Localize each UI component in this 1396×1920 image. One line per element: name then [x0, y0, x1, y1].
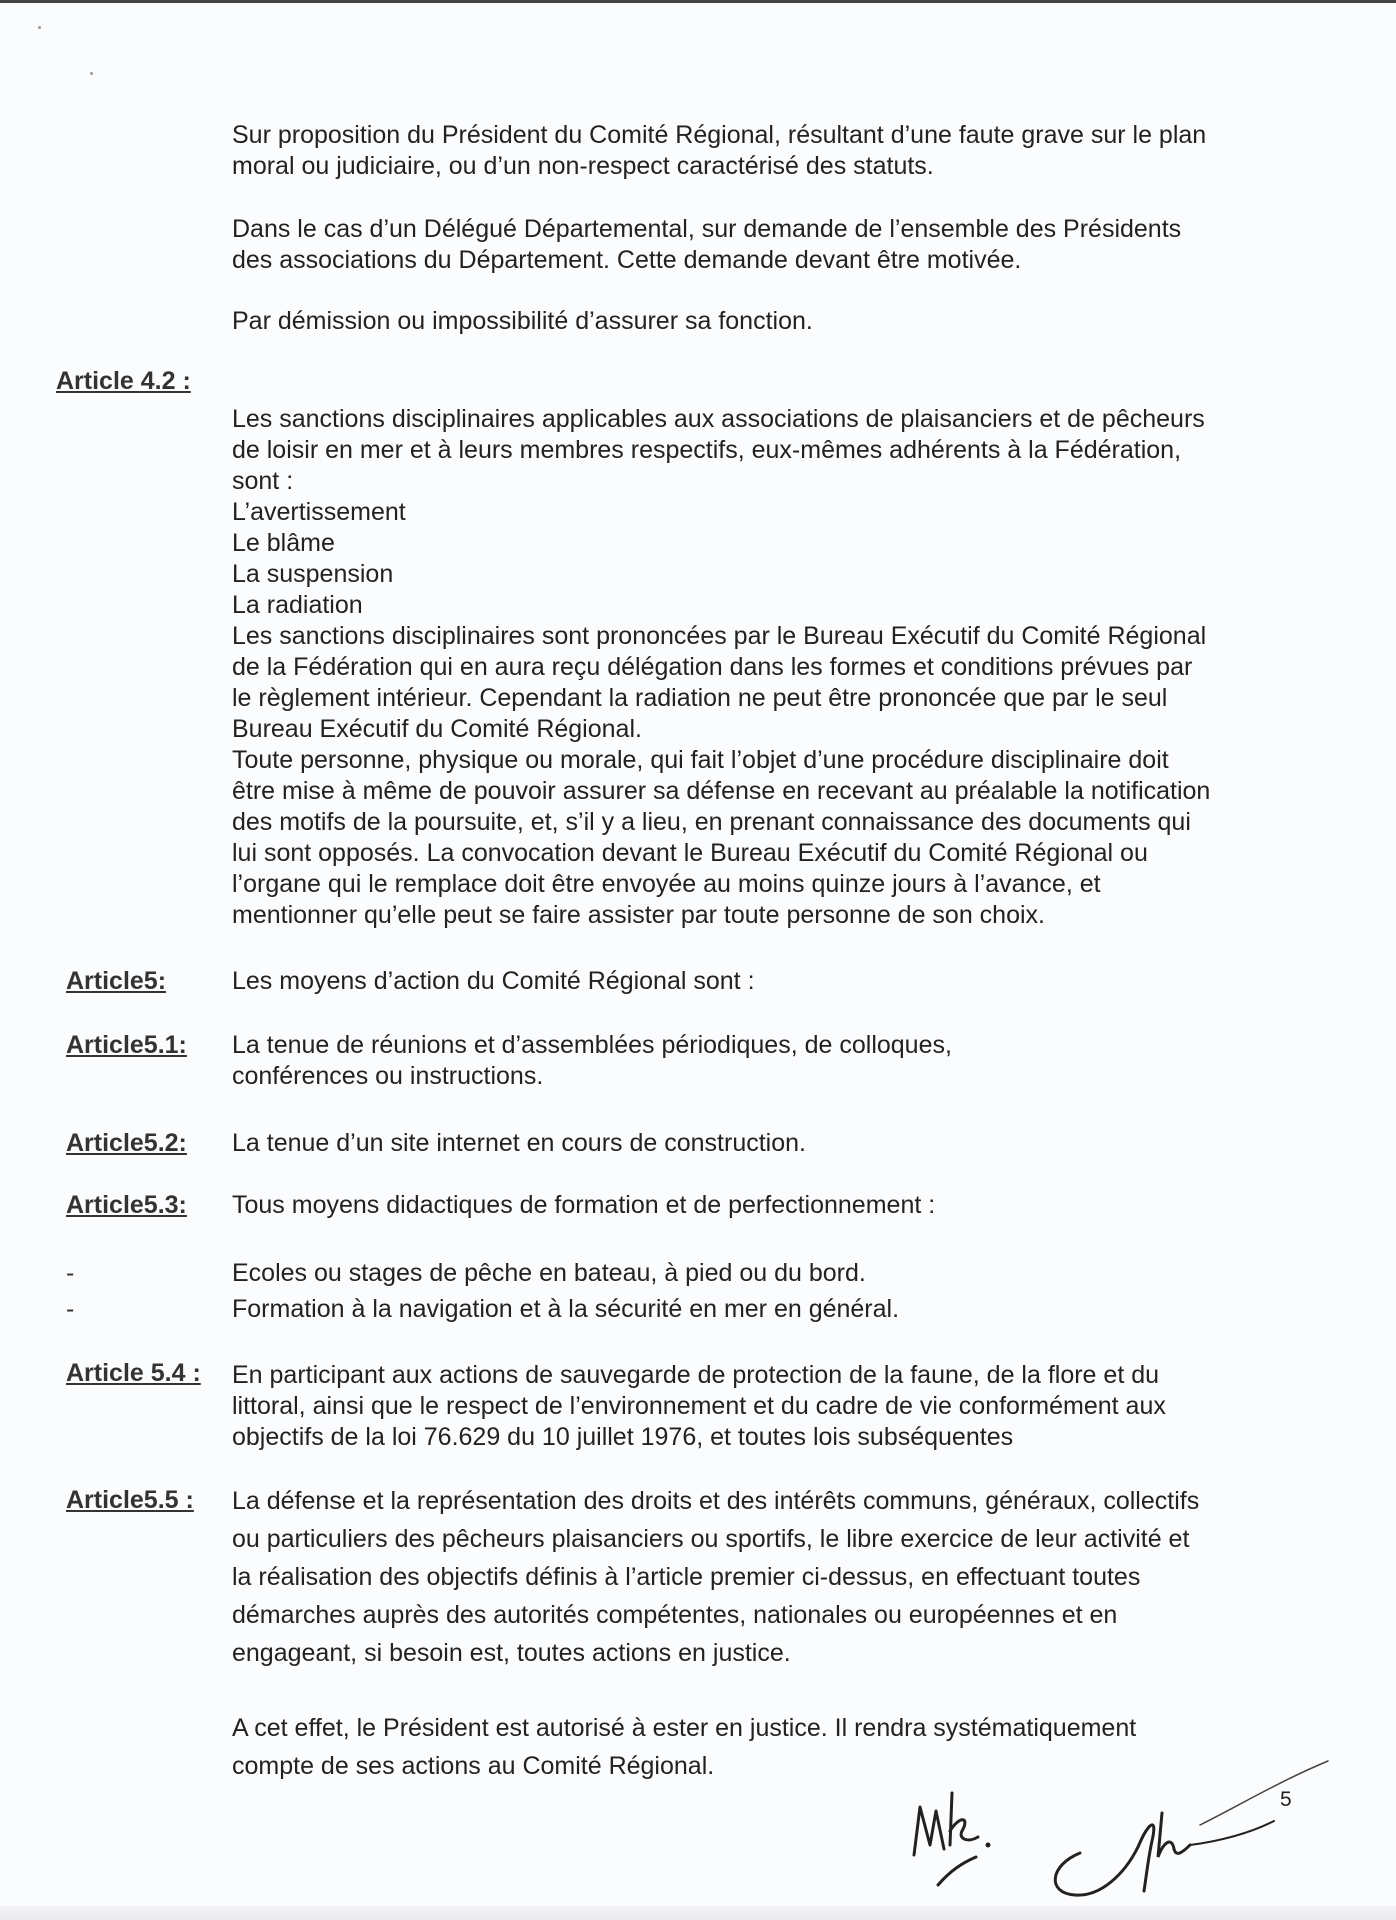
- text-line: La radiation: [232, 591, 363, 619]
- text-line: des associations du Département. Cette demande devant être motivée.: [232, 246, 1022, 274]
- text-line: Formation à la navigation et à la sécurité en mer en général.: [232, 1295, 900, 1323]
- paragraph-delegue: [232, 214, 1312, 276]
- text-line: Les sanctions disciplinaires applicables aux associations de plaisanciers et de pêcheurs: [232, 405, 1205, 433]
- text-line: de la Fédération qui en aura reçu délégation dans les formes et conditions prévues par: [232, 653, 1193, 681]
- article-4-2-label: Article 4.2 :: [56, 367, 191, 395]
- text-line: La suspension: [232, 560, 394, 588]
- article-5-5-label: Article5.5 :: [66, 1486, 194, 1514]
- text-line: lui sont opposés. La convocation devant le Bureau Exécutif du Comité Régional ou: [232, 839, 1148, 867]
- article-5-2-text: [232, 1128, 1312, 1159]
- article-4-2-text: [232, 404, 1312, 931]
- text-line: Le blâme: [232, 529, 335, 557]
- text-line: Les sanctions disciplinaires sont prononcées par le Bureau Exécutif du Comité Régional: [232, 622, 1207, 650]
- scan-speck: [90, 72, 93, 75]
- bullet-dash: -: [66, 1259, 75, 1287]
- text-line: Dans le cas d’un Délégué Départemental, sur demande de l’ensemble des Présidents: [232, 215, 1182, 243]
- text-line: ou particuliers des pêcheurs plaisanciers ou sportifs, le libre exercice de leur activité et: [232, 1525, 1190, 1553]
- text-line: des motifs de la poursuite, et, s’il y a lieu, en prenant connaissance des documents qui: [232, 808, 1191, 836]
- text-line: mentionner qu’elle peut se faire assister par toute personne de son choix.: [232, 901, 1045, 929]
- article-5-4-text: [232, 1360, 1312, 1453]
- paragraph-intro: [232, 120, 1312, 182]
- text-line: Tous moyens didactiques de formation et de perfectionnement :: [232, 1191, 936, 1219]
- bullet-item: [232, 1294, 1312, 1325]
- text-line: L’avertissement: [232, 498, 406, 526]
- text-line: conférences ou instructions.: [232, 1062, 544, 1090]
- page-number: 5: [1280, 1788, 1292, 1811]
- article-5-1-label: Article5.1:: [66, 1031, 187, 1059]
- text-line: Toute personne, physique ou morale, qui fait l’objet d’une procédure disciplinaire doit: [232, 746, 1169, 774]
- article-5-3-label: Article5.3:: [66, 1191, 187, 1219]
- handwritten-signature: [900, 1745, 1340, 1900]
- paragraph-demission: [232, 306, 1312, 337]
- scan-bottom-edge: [0, 1906, 1396, 1920]
- text-line: Par démission ou impossibilité d’assurer sa fonction.: [232, 307, 813, 335]
- article-5-text: [232, 966, 1312, 997]
- text-line: engageant, si besoin est, toutes actions en justice.: [232, 1639, 791, 1667]
- text-line: moral ou judiciaire, ou d’un non-respect caractérisé des statuts.: [232, 152, 934, 180]
- text-line: Sur proposition du Président du Comité Régional, résultant d’une faute grave sur le plan: [232, 121, 1207, 149]
- text-line: être mise à même de pouvoir assurer sa défense en recevant au préalable la notification: [232, 777, 1211, 805]
- text-line: de loisir en mer et à leurs membres respectifs, eux-mêmes adhérents à la Fédération,: [232, 436, 1182, 464]
- text-line: Les moyens d’action du Comité Régional sont :: [232, 967, 755, 995]
- text-line: la réalisation des objectifs définis à l’article premier ci-dessus, en effectuant toutes: [232, 1563, 1141, 1591]
- text-line: Ecoles ou stages de pêche en bateau, à pied ou du bord.: [232, 1259, 866, 1287]
- text-line: La tenue d’un site internet en cours de construction.: [232, 1129, 806, 1157]
- bullet-item: [232, 1258, 1312, 1289]
- text-line: La défense et la représentation des droits et des intérêts communs, généraux, collectifs: [232, 1487, 1200, 1515]
- article-5-5-text: [232, 1482, 1312, 1672]
- article-5-2-label: Article5.2:: [66, 1129, 187, 1157]
- text-line: démarches auprès des autorités compétentes, nationales ou européennes et en: [232, 1601, 1118, 1629]
- text-line: sont :: [232, 467, 294, 495]
- article-5-4-label: Article 5.4 :: [66, 1359, 201, 1387]
- text-line: La tenue de réunions et d’assemblées périodiques, de colloques,: [232, 1031, 952, 1059]
- text-line: Bureau Exécutif du Comité Régional.: [232, 715, 642, 743]
- article-5-3-text: [232, 1190, 1312, 1221]
- scan-speck: [38, 26, 41, 29]
- text-line: objectifs de la loi 76.629 du 10 juillet 1976, et toutes lois subséquentes: [232, 1423, 1014, 1451]
- article-5-1-text: [232, 1030, 1312, 1092]
- scan-top-edge: [0, 0, 1396, 3]
- text-line: littoral, ainsi que le respect de l’environnement et du cadre de vie conformément aux: [232, 1392, 1166, 1420]
- text-line: le règlement intérieur. Cependant la radiation ne peut être prononcée que par le seul: [232, 684, 1168, 712]
- text-line: l’organe qui le remplace doit être envoyée au moins quinze jours à l’avance, et: [232, 870, 1101, 898]
- text-line: En participant aux actions de sauvegarde de protection de la faune, de la flore et du: [232, 1361, 1160, 1389]
- bullet-dash: -: [66, 1295, 75, 1323]
- text-line: compte de ses actions au Comité Régional.: [232, 1752, 715, 1780]
- text-line: A cet effet, le Président est autorisé à ester en justice. Il rendra systématiquement: [232, 1714, 1137, 1742]
- article-5-label: Article5:: [66, 967, 167, 995]
